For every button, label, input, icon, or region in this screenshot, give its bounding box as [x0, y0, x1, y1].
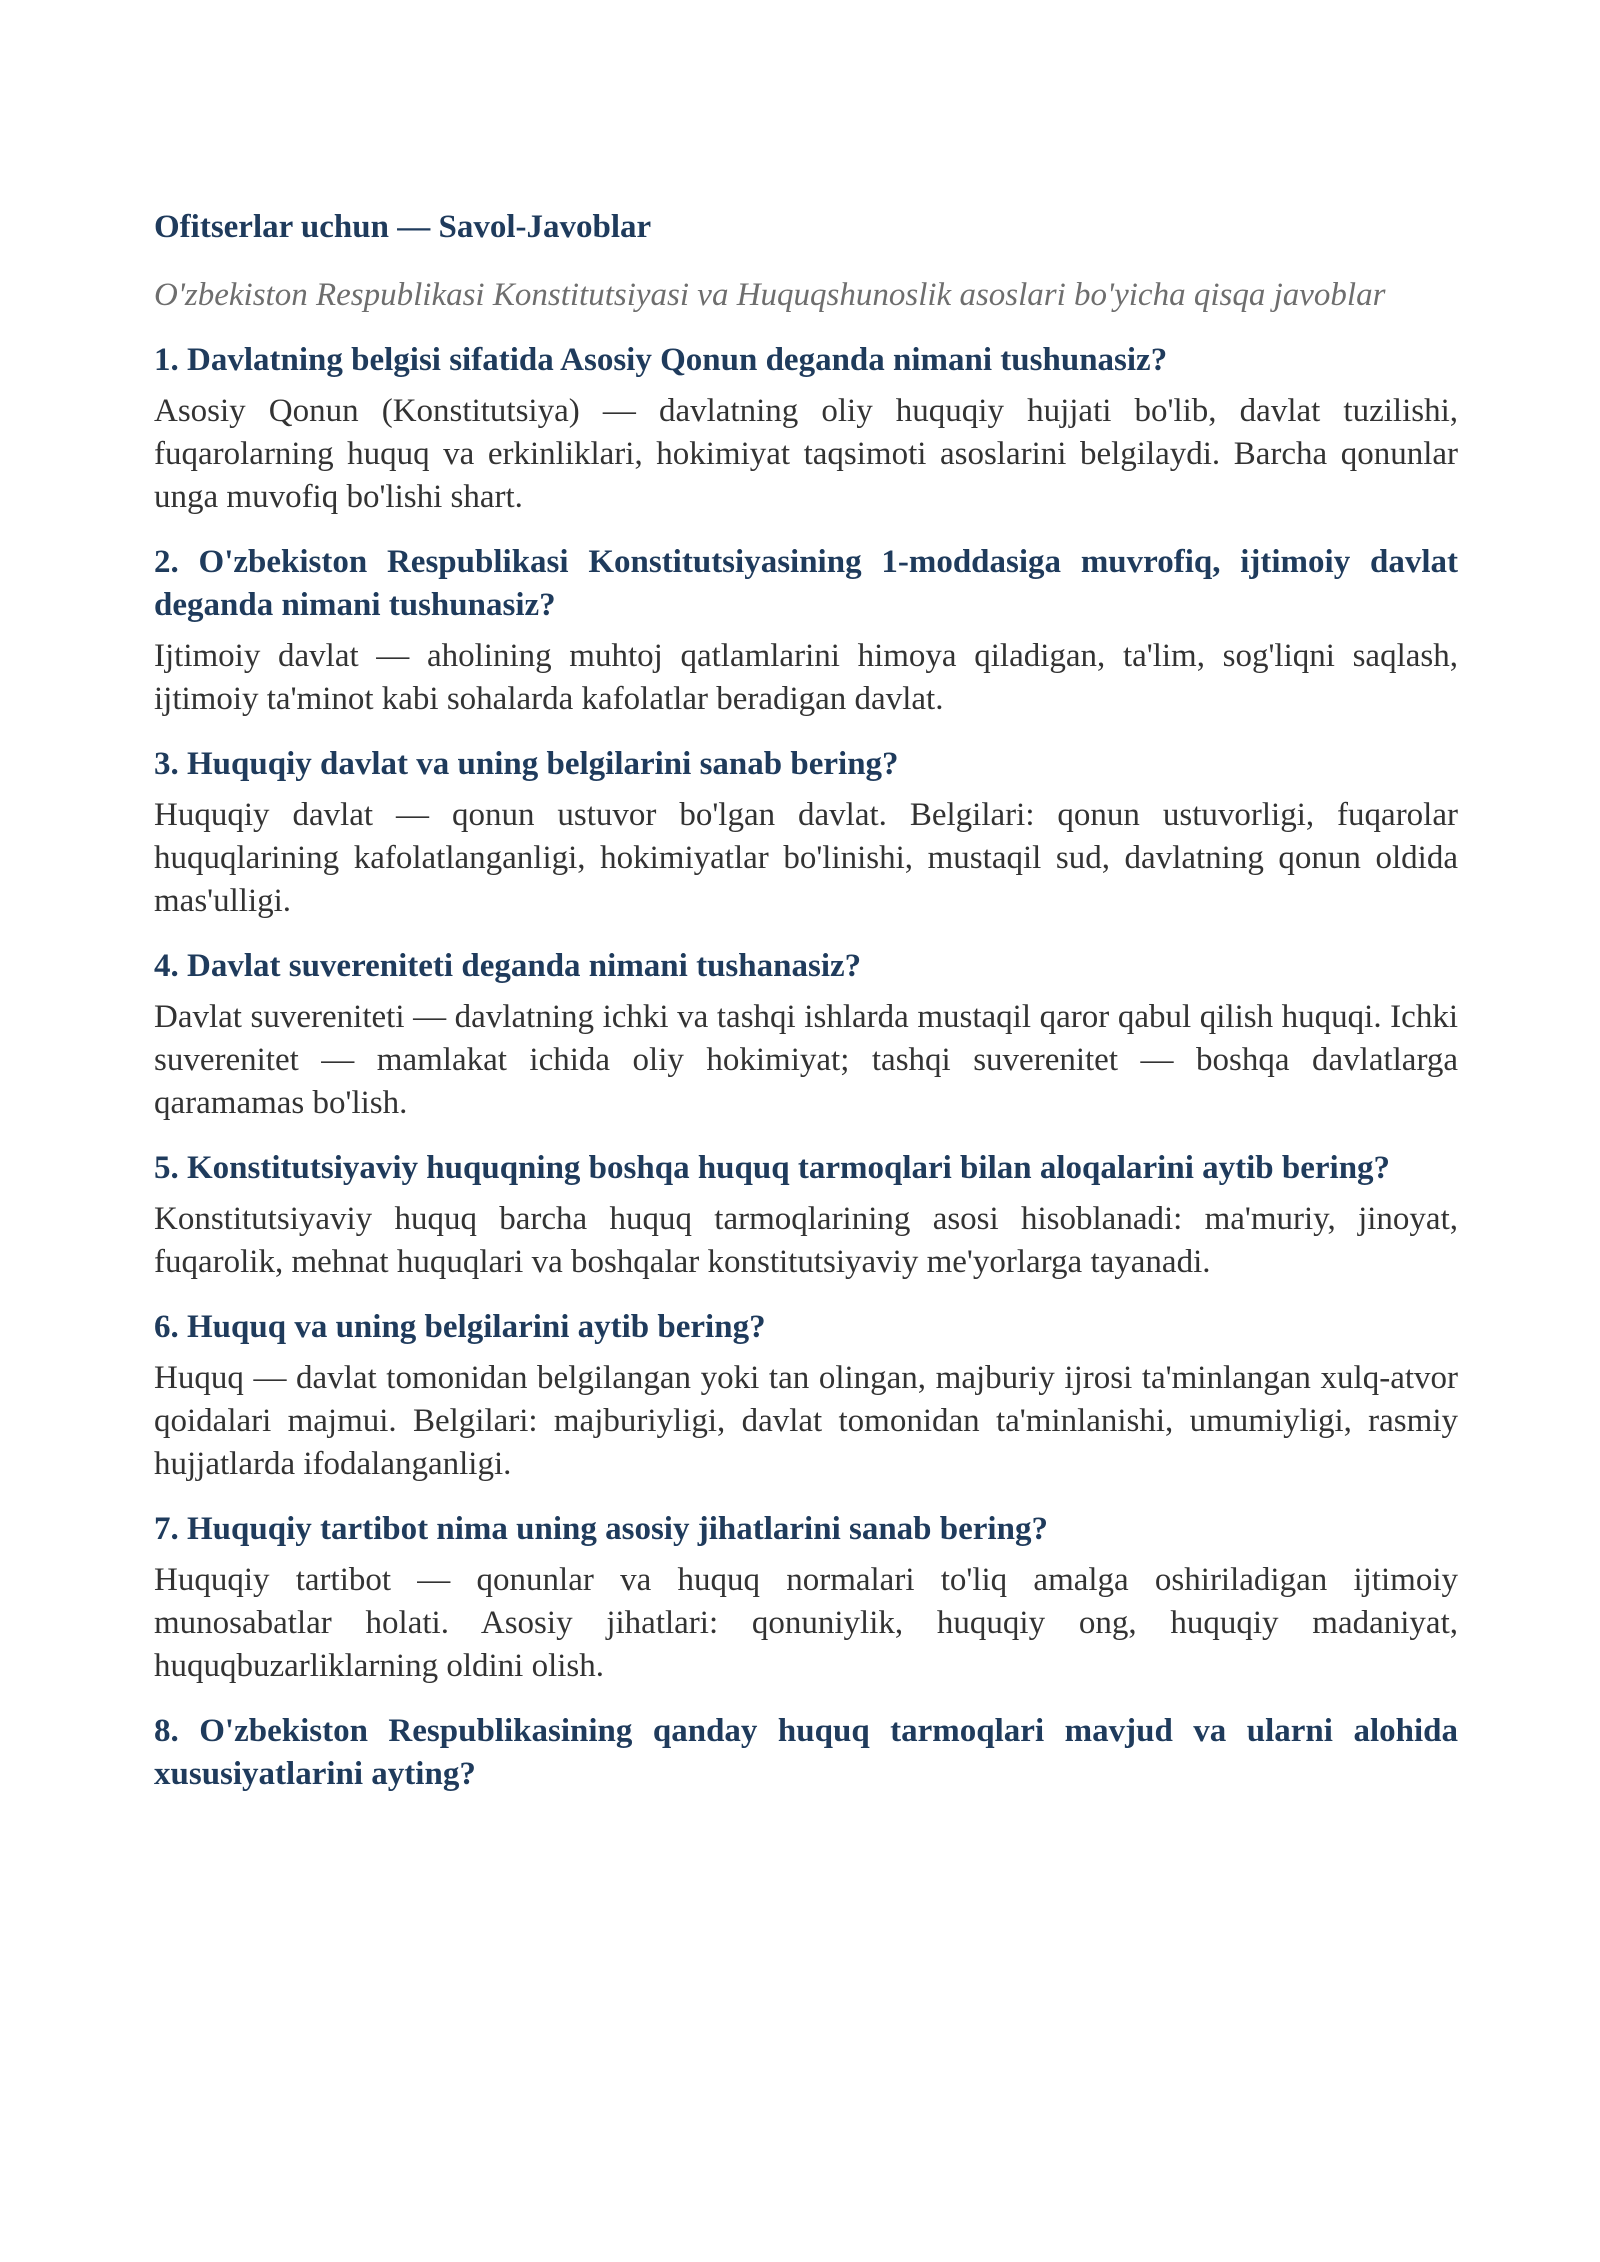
answer-6: Huquq — davlat tomonidan belgilangan yoki tan olingan, majburiy ijrosi ta'minlangan xulq-atvor qoidalari majmui. Belgilari: majburiyligi, davlat tomonidan ta'minlanishi, umumiyligi, rasmiy hujjatlarda ifodalanganligi.: [154, 1360, 1458, 1482]
qa-item-5: [154, 1147, 1458, 1284]
qa-item-4: [154, 945, 1458, 1125]
answer-4: Davlat suvereniteti — davlatning ichki va tashqi ishlarda mustaqil qaror qabul qilish huquqi. Ichki suverenitet — mamlakat ichida oliy hokimiyat; tashqi suverenitet — boshqa davlatlarga qaramamas bo'lish.: [154, 999, 1458, 1121]
question-5: 5. Konstitutsiyaviy huquqning boshqa huquq tarmoqlari bilan aloqalarini aytib bering?: [154, 1150, 1391, 1186]
question-6: 6. Huquq va uning belgilarini aytib bering?: [154, 1309, 766, 1345]
qa-item-8: [154, 1710, 1458, 1796]
question-2: 2. O'zbekiston Respublikasi Konstitutsiyasining 1-moddasiga muvrofiq, ijtimoiy davlat deganda nimani tushunasiz?: [154, 544, 1458, 623]
qa-item-1: [154, 339, 1458, 519]
qa-item-3: [154, 743, 1458, 923]
answer-1: Asosiy Qonun (Konstitutsiya) — davlatning oliy huquqiy hujjati bo'lib, davlat tuzilishi, fuqarolarning huquq va erkinliklari, hokimiyat taqsimoti asoslarini belgilaydi. Barcha qonunlar unga muvofiq bo'lishi shart.: [154, 393, 1458, 515]
answer-7: Huquqiy tartibot — qonunlar va huquq normalari to'liq amalga oshiriladigan ijtimoiy munosabatlar holati. Asosiy jihatlari: qonuniylik, huquqiy ong, huquqiy madaniyat, huquqbuzarliklarning oldini olish.: [154, 1562, 1458, 1684]
document-page: [154, 205, 1458, 1818]
answer-5: Konstitutsiyaviy huquq barcha huquq tarmoqlarining asosi hisoblanadi: ma'muriy, jinoyat, fuqarolik, mehnat huquqlari va boshqalar konstitutsiyaviy me'yorlarga tayanadi.: [154, 1201, 1458, 1280]
question-3: 3. Huquqiy davlat va uning belgilarini sanab bering?: [154, 746, 899, 782]
document-title: Ofitserlar uchun — Savol-Javoblar: [154, 209, 652, 245]
qa-item-7: [154, 1508, 1458, 1688]
question-1: 1. Davlatning belgisi sifatida Asosiy Qonun deganda nimani tushunasiz?: [154, 342, 1168, 378]
question-4: 4. Davlat suvereniteti deganda nimani tushanasiz?: [154, 948, 862, 984]
answer-2: Ijtimoiy davlat — aholining muhtoj qatlamlarini himoya qiladigan, ta'lim, sog'liqni saqlash, ijtimoiy ta'minot kabi sohalarda kafolatlar beradigan davlat.: [154, 638, 1458, 717]
question-8: 8. O'zbekiston Respublikasining qanday huquq tarmoqlari mavjud va ularni alohida xususiyatlarini ayting?: [154, 1713, 1458, 1792]
answer-3: Huquqiy davlat — qonun ustuvor bo'lgan davlat. Belgilari: qonun ustuvorligi, fuqarolar huquqlarining kafolatlanganligi, hokimiyatlar bo'linishi, mustaqil sud, davlatning qonun oldida mas'ulligi.: [154, 797, 1458, 919]
question-7: 7. Huquqiy tartibot nima uning asosiy jihatlarini sanab bering?: [154, 1511, 1048, 1547]
qa-item-2: [154, 541, 1458, 721]
qa-item-6: [154, 1306, 1458, 1486]
document-subtitle: O'zbekiston Respublikasi Konstitutsiyasi va Huquqshunoslik asoslari bo'yicha qisqa javoblar: [154, 277, 1386, 313]
